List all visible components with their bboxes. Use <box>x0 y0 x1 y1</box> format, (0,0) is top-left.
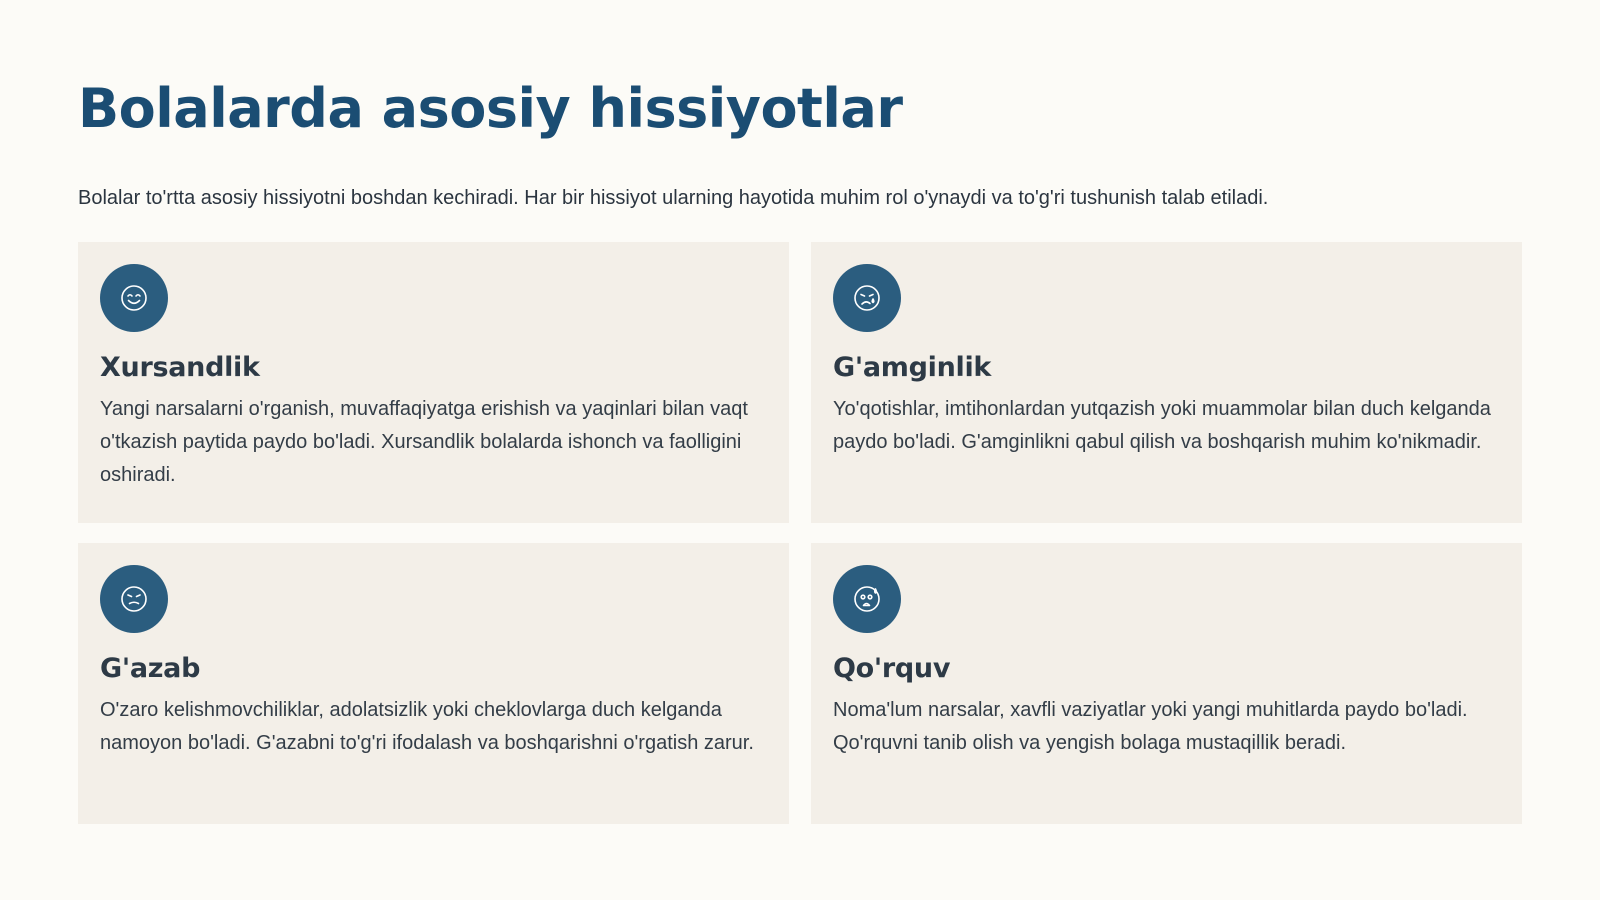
emotion-card-anger <box>78 543 789 824</box>
emotion-card-sadness <box>811 242 1522 523</box>
emotion-description: Noma'lum narsalar, xavfli vaziyatlar yoki yangi muhitlarda paydo bo'ladi. Qo'rquvni tanib olish va yengish bolaga mustaqillik beradi. <box>833 699 1468 754</box>
emotions-grid <box>78 242 1522 824</box>
emotion-description: O'zaro kelishmovchiliklar, adolatsizlik yoki cheklovlarga duch kelganda namoyon bo'ladi. G'azabni to'g'ri ifodalash va boshqarishni o'rgatish zarur. <box>100 699 754 754</box>
happy-face-icon <box>100 264 168 332</box>
emotion-title: G'amginlik <box>833 352 992 383</box>
sad-face-icon <box>833 264 901 332</box>
slide <box>78 0 1522 900</box>
intro-text: Bolalar to'rtta asosiy hissiyotni boshdan kechiradi. Har bir hissiyot ularning hayotida muhim rol o'ynaydi va to'g'ri tushunish talab etiladi. <box>78 187 1269 209</box>
emotion-title: Qo'rquv <box>833 653 951 684</box>
emotion-card-fear <box>811 543 1522 824</box>
emotion-description: Yangi narsalarni o'rganish, muvaffaqiyatga erishish va yaqinlari bilan vaqt o'tkazish paytida paydo bo'ladi. Xursandlik bolalarda ishonch va faolligini oshiradi. <box>100 398 748 486</box>
emotion-card-happiness <box>78 242 789 523</box>
emotion-description: Yo'qotishlar, imtihonlardan yutqazish yoki muammolar bilan duch kelganda paydo bo'ladi. G'amginlikni qabul qilish va boshqarish muhim ko'nikmadir. <box>833 398 1491 453</box>
page-title: Bolalarda asosiy hissiyotlar <box>78 77 903 140</box>
emotion-title: G'azab <box>100 653 201 684</box>
fearful-face-icon <box>833 565 901 633</box>
emotion-title: Xursandlik <box>100 352 260 383</box>
angry-face-icon <box>100 565 168 633</box>
